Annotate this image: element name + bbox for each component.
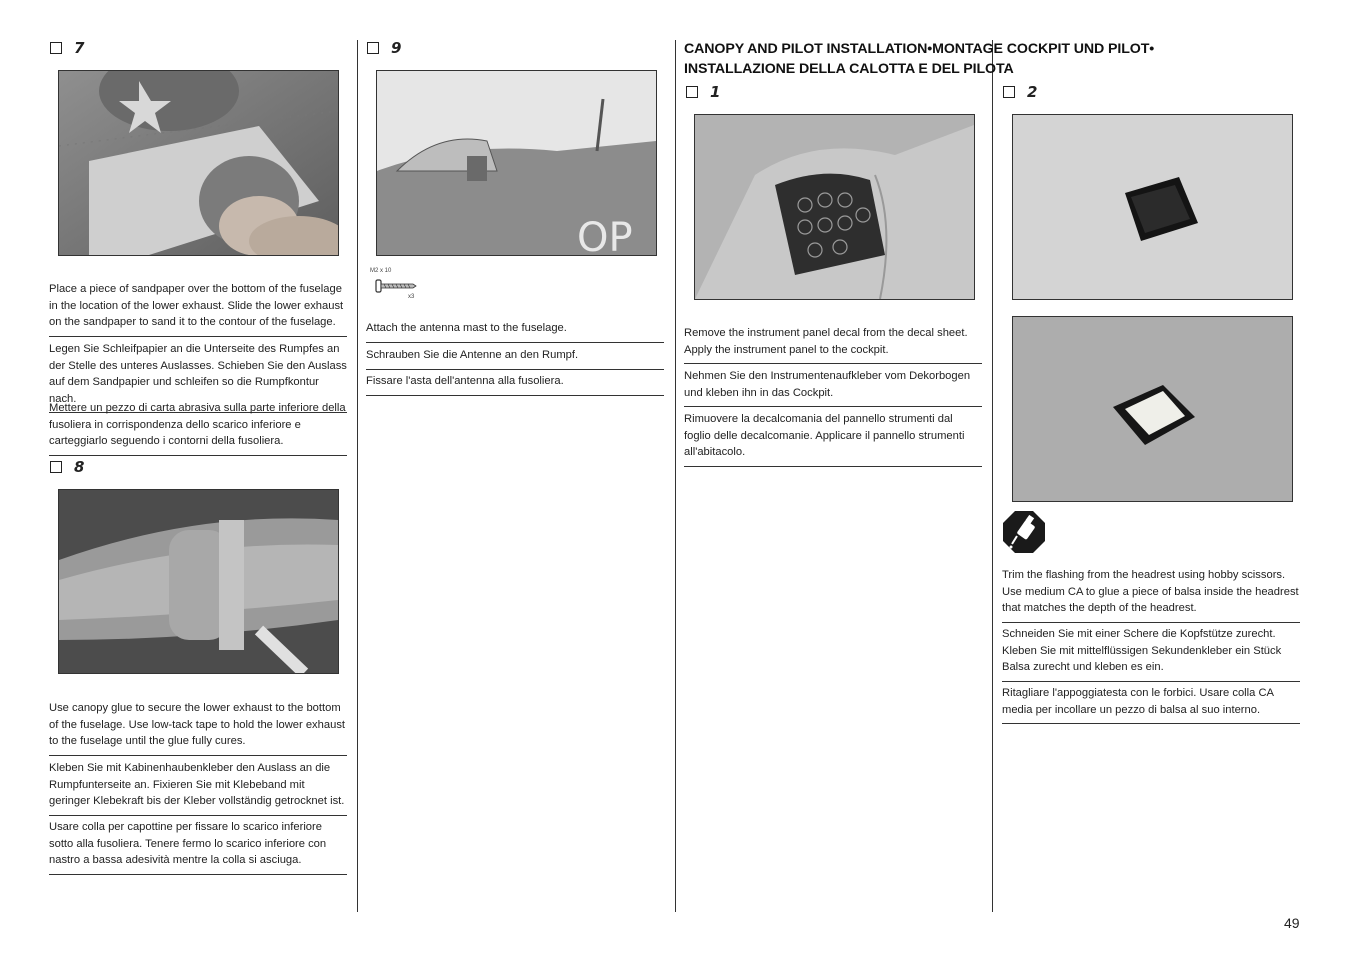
screw-size-label: M2 x 10 — [370, 268, 392, 274]
photo-step-1-instrument-panel — [694, 114, 975, 300]
step-1-text-it: Rimuovere la decalcomania del pannello strumenti dal foglio delle decalcomanie. Applicare il pannello strumenti all'abitacolo. — [684, 411, 982, 467]
step-8-text-de: Kleben Sie mit Kabinenhaubenkleber den Auslass an die Rumpfunterseite an. Fixieren Sie mit Klebeband mit geringer Klebekraft bis der Kleber vollständig getrocknet ist. — [49, 760, 347, 816]
step-8-text-it: Usare colla per capottine per fissare lo scarico inferiore sotto alla fusoliera. Tenere fermo lo scarico inferiore con nastro a bassa adesività mentre la colla si asciuga. — [49, 819, 347, 875]
step-9-text-it: Fissare l'asta dell'antenna alla fusoliera. — [366, 373, 664, 396]
photo-step-2-headrest-balsa — [1012, 316, 1293, 502]
photo-step-9-antenna-mast — [376, 70, 657, 256]
step-number: 2 — [1027, 83, 1038, 101]
step-7-heading — [50, 39, 84, 57]
step-2-text-en: Trim the flashing from the headrest using hobby scissors. Use medium CA to glue a piece of balsa inside the headrest that matches the depth of the headrest. — [1002, 567, 1300, 623]
column-divider-3 — [992, 40, 993, 912]
section-heading-line-2: INSTALLAZIONE DELLA CALOTTA E DEL PILOTA — [684, 61, 1014, 77]
checkbox-icon[interactable] — [50, 42, 62, 54]
section-heading-line-1: CANOPY AND PILOT INSTALLATION•MONTAGE COCKPIT UND PILOT• — [684, 41, 1155, 57]
step-1-text-en: Remove the instrument panel decal from the decal sheet. Apply the instrument panel to the cockpit. — [684, 325, 982, 364]
checkbox-icon[interactable] — [686, 86, 698, 98]
screw-qty-label: x3 — [408, 294, 415, 300]
photo-step-2-headrest — [1012, 114, 1293, 300]
step-number: 1 — [710, 83, 721, 101]
checkbox-icon[interactable] — [1003, 86, 1015, 98]
step-2-text-de: Schneiden Sie mit einer Schere die Kopfstütze zurecht. Kleben Sie mit mittelflüssigen Sekundenkleber ein Stück Balsa zurecht und kleben es ein. — [1002, 626, 1300, 682]
photo-fuselage-lettering: OP — [577, 215, 633, 255]
step-number: 7 — [74, 39, 85, 57]
step-9-text-de: Schrauben Sie die Antenne an den Rumpf. — [366, 347, 664, 370]
step-number: 9 — [391, 39, 402, 57]
photo-step-8-taped-exhaust — [58, 489, 339, 674]
page-number: 49 — [1284, 915, 1300, 931]
column-divider-1 — [357, 40, 358, 912]
step-2-text-it: Ritagliare l'appoggiatesta con le forbici. Usare colla CA media per incollare un pezzo di balsa al suo interno. — [1002, 685, 1300, 724]
step-9-text-en: Attach the antenna mast to the fuselage. — [366, 320, 664, 343]
step-1-text-de: Nehmen Sie den Instrumentenaufkleber vom Dekorbogen und kleben ihn in das Cockpit. — [684, 368, 982, 407]
section-heading — [684, 39, 1284, 79]
step-7-text-de: Legen Sie Schleifpapier an die Unterseite des Rumpfes an der Stelle des unteres Auslasses. Schieben Sie den Auslass auf dem Sandpapier und schleifen so die Rumpfkontur nach. — [49, 341, 347, 413]
column-divider-2 — [675, 40, 676, 912]
checkbox-icon[interactable] — [50, 461, 62, 473]
step-8-text-en: Use canopy glue to secure the lower exhaust to the bottom of the fuselage. Use low-tack tape to hold the lower exhaust to the fuselage until the glue fully cures. — [49, 700, 347, 756]
step-9-heading — [367, 39, 401, 57]
step-7-text-it: Mettere un pezzo di carta abrasiva sulla parte inferiore della fusoliera in corrispondenza dello scarico inferiore e carteggiarlo seguendo i contorni della fusoliera. — [49, 400, 347, 456]
screw-icon — [375, 278, 417, 294]
photo-step-7-sanding-exhaust — [58, 70, 339, 256]
step-1-heading — [686, 83, 720, 101]
checkbox-icon[interactable] — [367, 42, 379, 54]
ca-glue-bottle-icon — [1002, 510, 1046, 554]
step-number: 8 — [74, 458, 85, 476]
step-8-heading — [50, 458, 84, 476]
step-7-text-en: Place a piece of sandpaper over the bottom of the fuselage in the location of the lower exhaust. Slide the lower exhaust on the sandpaper to sand it to the contour of the fuselage. — [49, 281, 347, 337]
step-2-heading — [1003, 83, 1037, 101]
